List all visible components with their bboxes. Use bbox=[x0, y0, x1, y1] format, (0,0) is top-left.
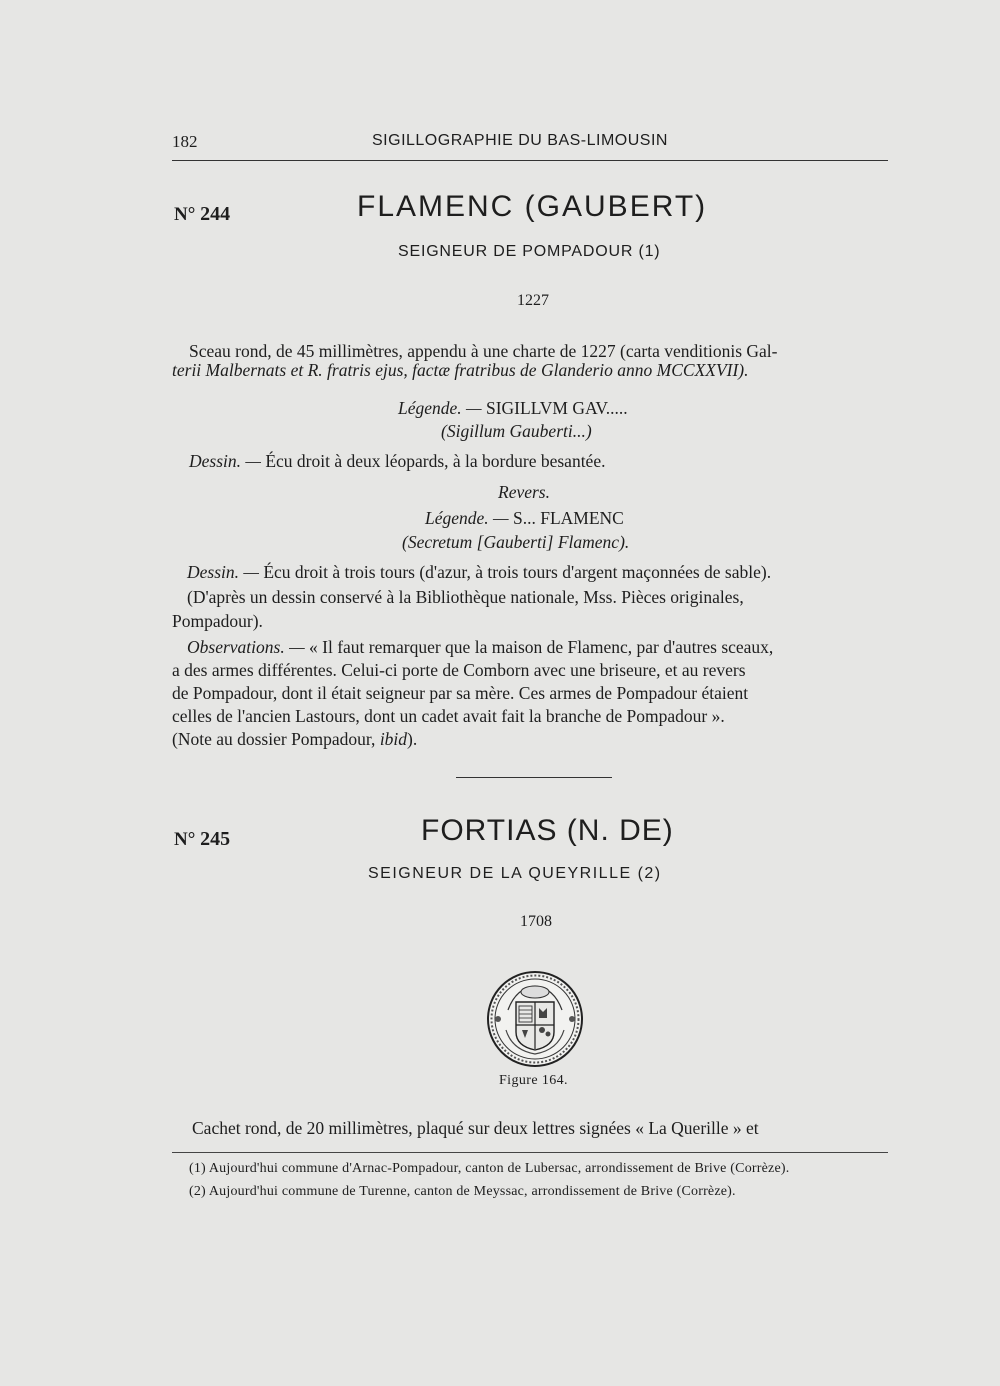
number-prefix: N° bbox=[174, 204, 196, 225]
entry-title-245: FORTIAS (N. DE) bbox=[421, 814, 674, 847]
legend-text: SIGILLVM GAV..... bbox=[485, 398, 628, 418]
entry-year-244: 1227 bbox=[517, 292, 549, 309]
seal-figure bbox=[486, 970, 584, 1068]
observations-label: Observations. — bbox=[187, 637, 305, 657]
legend-reading-244: (Sigillum Gauberti...) bbox=[441, 421, 592, 441]
seal-description-245: Cachet rond, de 20 millimètres, plaqué sur deux lettres signées « La Querille » et bbox=[192, 1118, 759, 1138]
observations-line-4: celles de l'ancien Lastours, dont un cadet avait fait la branche de Pompadour ». bbox=[172, 706, 725, 726]
figure-caption: Figure 164. bbox=[499, 1073, 568, 1088]
note-ibid: ibid bbox=[379, 729, 408, 749]
observations-line-1 bbox=[187, 636, 773, 658]
note-end: ). bbox=[407, 729, 418, 749]
entry-number-245 bbox=[174, 828, 230, 851]
dessin-244 bbox=[189, 450, 605, 472]
header-rule bbox=[172, 160, 888, 161]
revers-legend bbox=[425, 507, 624, 529]
entry-year-245: 1708 bbox=[520, 913, 552, 930]
dessin-label: Dessin. — bbox=[187, 562, 259, 582]
revers-legend-reading: (Secretum [Gauberti] Flamenc). bbox=[402, 532, 630, 552]
number-value: 245 bbox=[200, 828, 231, 850]
desc-line: Sceau rond, de 45 millimètres, appendu à une charte de 1227 (carta venditionis Gal- bbox=[189, 341, 778, 361]
entry-subtitle-244: SEIGNEUR DE POMPADOUR (1) bbox=[398, 243, 661, 260]
page-number: 182 bbox=[172, 132, 198, 151]
footnote-1: (1) Aujourd'hui commune d'Arnac-Pompadour, canton de Lubersac, arrondissement de Brive (Corrèze). bbox=[189, 1161, 790, 1176]
legend-label: Légende. — bbox=[425, 508, 509, 528]
legend-text: S... FLAMENC bbox=[512, 508, 624, 528]
dessin-text: Écu droit à deux léopards, à la bordure besantée. bbox=[265, 451, 606, 471]
legend-244 bbox=[398, 397, 628, 419]
footnote-rule bbox=[172, 1152, 888, 1153]
entry-title-244: FLAMENC (GAUBERT) bbox=[357, 190, 708, 223]
seal-image bbox=[486, 970, 584, 1068]
number-value: 244 bbox=[200, 203, 231, 225]
observations-line-5 bbox=[172, 728, 417, 750]
footnote-2: (2) Aujourd'hui commune de Turenne, canton de Meyssac, arrondissement de Brive (Corrèze). bbox=[189, 1184, 736, 1199]
source-line-1: (D'après un dessin conservé à la Bibliothèque nationale, Mss. Pièces originales, bbox=[187, 587, 744, 607]
observations-line-2: a des armes différentes. Celui-ci porte de Comborn avec une briseure, et au revers bbox=[172, 660, 746, 680]
section-divider bbox=[456, 777, 612, 778]
legend-label: Légende. — bbox=[398, 398, 482, 418]
running-title: SIGILLOGRAPHIE DU BAS-LIMOUSIN bbox=[372, 132, 668, 149]
number-prefix: N° bbox=[174, 829, 196, 850]
revers-dessin bbox=[187, 561, 771, 583]
dessin-label: Dessin. — bbox=[189, 451, 261, 471]
desc-line-2: terii Malbernats et R. fratris ejus, factæ fratribus de Glanderio anno MCCXXVII). bbox=[172, 360, 749, 380]
note-text: (Note au dossier Pompadour, bbox=[172, 729, 376, 749]
observations-text: « Il faut remarquer que la maison de Flamenc, par d'autres sceaux, bbox=[309, 637, 774, 657]
entry-subtitle-245: SEIGNEUR DE LA QUEYRILLE (2) bbox=[368, 865, 662, 882]
revers-heading: Revers. bbox=[498, 482, 550, 502]
observations-line-3: de Pompadour, dont il était seigneur par sa mère. Ces armes de Pompadour étaient bbox=[172, 683, 749, 703]
entry-number-244 bbox=[174, 203, 230, 226]
source-line-2: Pompadour). bbox=[172, 611, 263, 631]
dessin-text: Écu droit à trois tours (d'azur, à trois tours d'argent maçonnées de sable). bbox=[263, 562, 772, 582]
page-header bbox=[172, 132, 888, 162]
